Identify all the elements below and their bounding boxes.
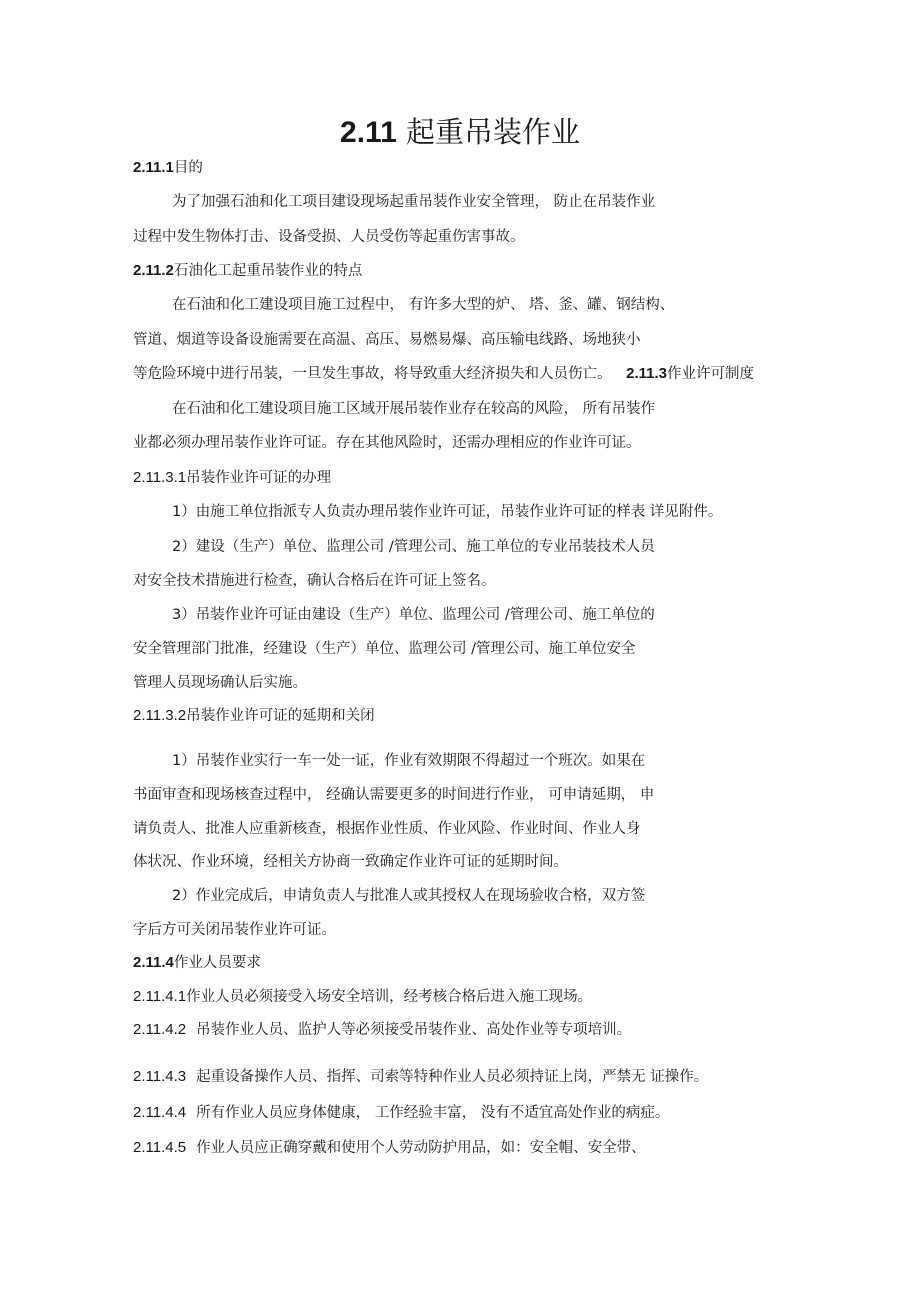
list-item: 2）作业完成后，申请负责人与批准人或其授权人在现场验收合格，双方签 — [172, 888, 646, 904]
list-item: 3）吊装作业许可证由建设（生产）单位、监理公司 /管理公司、施工单位的 — [172, 607, 655, 623]
section-heading-2-11-4 — [133, 953, 261, 973]
paragraph-line: 书面审查和现场核查过程中， 经确认需要更多的时间进行作业， 可申请延期， 申 — [133, 787, 655, 803]
list-item: 1）由施工单位指派专人负责办理吊装作业许可证，吊装作业许可证的样表 详见附件。 — [172, 504, 723, 520]
section-heading-2-11-3-1 — [133, 468, 331, 488]
paragraph-text: 等危险环境中进行吊装，一旦发生事故，将导致重大经济损失和人员伤亡。 — [133, 366, 612, 382]
heading-number: 2.11.3 — [626, 365, 667, 382]
list-item — [133, 987, 592, 1007]
page-title — [0, 112, 920, 153]
paragraph-line: 管道、烟道等设备设施需要在高温、高压、易燃易爆、高压输电线路、场地狭小 — [133, 332, 641, 348]
paragraph-line: 业都必须办理吊装作业许可证。存在其他风险时，还需办理相应的作业许可证。 — [133, 435, 641, 451]
item-text: 起重设备操作人员、指挥、司索等特种作业人员必须持证上岗，严禁无 证操作。 — [196, 1069, 709, 1085]
item-number: 2.11.4.1 — [133, 988, 187, 1005]
list-item — [133, 1103, 669, 1123]
heading-text: 石油化工起重吊装作业的特点 — [173, 263, 363, 279]
item-text: 所有作业人员应身体健康， 工作经验丰富， 没有不适宜高处作业的病症。 — [196, 1105, 670, 1121]
paragraph-line: 对安全技术措施进行检查，确认合格后在许可证上签名。 — [133, 573, 496, 589]
paragraph-line: 请负责人、批准人应重新核查，根据作业性质、作业风险、作业时间、作业人身 — [133, 821, 641, 837]
list-item — [133, 1020, 631, 1040]
heading-number: 2.11.1 — [133, 159, 174, 176]
heading-text: 目的 — [173, 160, 203, 176]
section-heading-2-11-1 — [133, 158, 203, 178]
heading-text: 吊装作业许可证的办理 — [186, 470, 332, 486]
section-heading-2-11-2 — [133, 261, 362, 281]
paragraph-line: 管理人员现场确认后实施。 — [133, 675, 307, 691]
item-number: 2.11.4.2 — [133, 1021, 187, 1038]
title-number: 2.11 — [340, 116, 397, 149]
paragraph-line: 过程中发生物体打击、设备受损、人员受伤等起重伤害事故。 — [133, 229, 525, 245]
heading-number: 2.11.3.1 — [133, 469, 187, 486]
list-item — [133, 1067, 708, 1087]
section-heading-2-11-3-2 — [133, 706, 375, 726]
paragraph-line: 为了加强石油和化工项目建设现场起重吊装作业安全管理， 防止在吊装作业 — [172, 194, 656, 210]
heading-number: 2.11.2 — [133, 262, 174, 279]
paragraph-line: 体状况、作业环境，经相关方协商一致确定作业许可证的延期时间。 — [133, 854, 568, 870]
heading-number: 2.11.4 — [133, 954, 174, 971]
paragraph-line: 在石油和化工建设项目施工区域开展吊装作业存在较高的风险， 所有吊装作 — [172, 401, 656, 417]
item-number: 2.11.4.4 — [133, 1104, 187, 1121]
paragraph-line: 安全管理部门批准，经建设（生产）单位、监理公司 /管理公司、施工单位安全 — [133, 641, 636, 657]
list-item: 1）吊装作业实行一车一处一证，作业有效期限不得超过一个班次。如果在 — [172, 753, 646, 769]
heading-text: 作业人员要求 — [173, 955, 261, 971]
list-item — [133, 1138, 646, 1158]
item-text: 作业人员必须接受入场安全培训，经考核合格后进入施工现场。 — [186, 989, 593, 1005]
heading-text: 作业许可制度 — [667, 366, 754, 382]
paragraph-line — [133, 364, 754, 384]
list-item: 2）建设（生产）单位、监理公司 /管理公司、施工单位的专业吊装技术人员 — [172, 539, 655, 555]
heading-number: 2.11.3.2 — [133, 707, 187, 724]
item-text: 作业人员应正确穿戴和使用个人劳动防护用品，如：安全帽、安全带、 — [196, 1140, 646, 1156]
title-text: 起重吊装作业 — [405, 115, 580, 149]
paragraph-line: 在石油和化工建设项目施工过程中， 有许多大型的炉、 塔、釜、罐、钢结构、 — [172, 297, 675, 313]
item-number: 2.11.4.5 — [133, 1139, 187, 1156]
item-text: 吊装作业人员、监护人等必须接受吊装作业、高处作业等专项培训。 — [196, 1022, 632, 1038]
paragraph-line: 字后方可关闭吊装作业许可证。 — [133, 922, 336, 938]
item-number: 2.11.4.3 — [133, 1068, 187, 1085]
heading-text: 吊装作业许可证的延期和关闭 — [186, 708, 375, 724]
